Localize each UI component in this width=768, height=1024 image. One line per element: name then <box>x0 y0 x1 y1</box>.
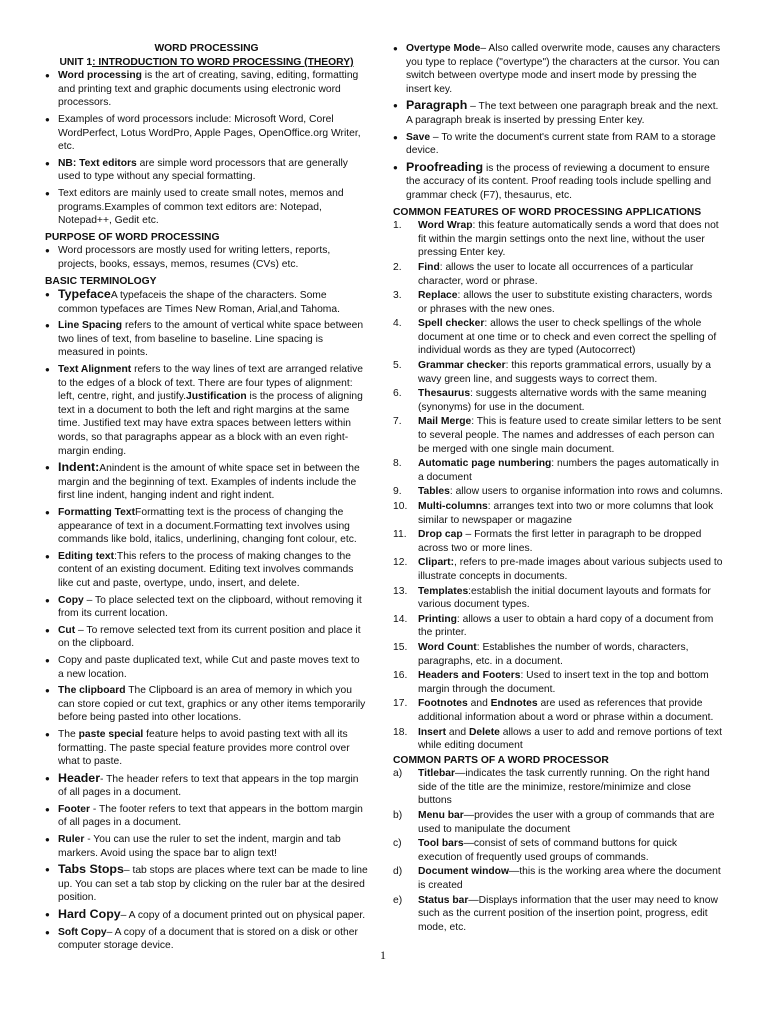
unit-heading <box>45 56 368 70</box>
list-item <box>393 219 723 260</box>
definition: is the art of creating, saving, editing, formatting and printing text and graphic documents using electronic word processors. <box>58 70 359 109</box>
definition: The Clipboard is an area of memory in which you can store copied or cut text, graphics or any other items temporarily before being pasted into other locations. <box>58 685 366 724</box>
definition: : arranges text into two or more columns that look similar to newspaper or magazine <box>418 501 714 526</box>
term: Hard Copy <box>58 907 121 922</box>
term: Thesaurus <box>418 388 471 400</box>
definition: : allow users to organise information into rows and columns. <box>449 486 723 498</box>
item-marker: 8. <box>393 458 402 470</box>
list-item <box>393 457 723 484</box>
list-item <box>393 289 723 316</box>
list-item <box>393 261 723 288</box>
unit-prefix: UNIT 1 <box>59 56 93 68</box>
definition: A typefaceis the shape of the characters. Some common typefaces are Times New Roman, Arial,and Tahoma. <box>58 290 340 315</box>
terminology-continued-list <box>393 42 723 203</box>
item-marker: a) <box>393 768 403 780</box>
term: Document window <box>418 866 509 878</box>
right-column <box>393 42 723 935</box>
list-item <box>393 528 723 555</box>
list-item <box>393 837 723 864</box>
definition: are used as references that provide additional information about a word or phrase within a document. <box>418 698 714 723</box>
list-item <box>45 113 368 154</box>
term: Replace <box>418 290 458 302</box>
parts-heading: COMMON PARTS OF A WORD PROCESSOR <box>393 754 609 766</box>
term: Insert <box>418 726 447 738</box>
list-item <box>45 926 368 953</box>
left-column <box>45 42 368 956</box>
list-item <box>393 99 723 127</box>
parts-list <box>393 767 723 934</box>
unit-title: : INTRODUCTION TO WORD PROCESSING (THEORY) <box>92 56 354 68</box>
definition: – To remove selected text from its current position and place it on the clipboard. <box>58 624 361 650</box>
definition: , refers to pre-made images about various subjects used to illustrate concepts in documents. <box>418 557 723 582</box>
connector: and <box>467 698 491 710</box>
term: Drop cap <box>418 529 463 541</box>
term: Footer <box>58 803 91 815</box>
term: Cut <box>58 624 76 636</box>
term: Indent: <box>58 460 100 475</box>
definition: refers to the way lines of text are arranged relative to the edges of a block of text. There are four types of alignment: left, centre, right, and justify. <box>58 364 364 403</box>
item-marker: 15. <box>393 641 408 653</box>
item-marker: 18. <box>393 726 408 738</box>
term: Header <box>58 770 101 785</box>
list-item <box>393 317 723 358</box>
term: Word processing <box>58 70 142 82</box>
definition: : allows a user to obtain a hard copy of a document from the printer. <box>418 613 714 639</box>
list-item <box>45 69 368 110</box>
definition: - The header refers to text that appears in the top margin of all pages in a document. <box>58 773 359 799</box>
term: Spell checker <box>418 318 485 330</box>
term: Status bar <box>418 894 469 906</box>
definition: : this feature automatically sends a word that does not fit within the margin settings onto the next line, without the user pressing Enter key. <box>418 220 719 259</box>
term: Typeface <box>58 287 111 302</box>
list-item <box>393 500 723 527</box>
list-item <box>45 187 368 228</box>
list-item <box>393 669 723 696</box>
term: Justification <box>186 391 247 403</box>
term: Text Alignment <box>58 364 132 376</box>
item-marker: 5. <box>393 360 402 372</box>
term: Menu bar <box>418 810 464 822</box>
definition: are simple word processors that are generally used to type without any special formatting. <box>58 157 348 183</box>
term: Footnotes <box>418 698 468 710</box>
item-marker: b) <box>393 810 403 822</box>
term: Grammar checker <box>418 360 506 372</box>
definition: - The footer refers to text that appears in the bottom margin of all pages in a document. <box>58 803 363 829</box>
item-marker: 7. <box>393 416 402 428</box>
list-item <box>45 244 368 271</box>
list-item <box>45 728 368 769</box>
list-item <box>45 833 368 860</box>
item-marker: 10. <box>393 501 408 512</box>
term: Tool bars <box>418 838 464 850</box>
item-marker: 6. <box>393 388 402 400</box>
definition: : allows the user to check spellings of the whole document at one time or to check and even correct the spelling of individual words as they are typed (Autocorrect) <box>418 318 717 357</box>
definition: :This refers to the process of making changes to the content of an existing document. Editing text involves commands like cut and paste, overtype, undo, insert, and delete. <box>58 550 354 589</box>
features-list <box>393 219 723 753</box>
terminology-list <box>45 288 368 953</box>
list-item <box>45 654 368 681</box>
definition: : allows the user to locate all occurrences of a particular character, word or phrase. <box>418 261 694 287</box>
item-marker: c) <box>393 838 402 850</box>
features-heading: COMMON FEATURES OF WORD PROCESSING APPLICATIONS <box>393 206 702 218</box>
list-item <box>393 131 723 158</box>
term: Soft Copy <box>58 926 107 938</box>
list-item <box>393 613 723 640</box>
definition: – tab stops are places where text can be made to line up. You can set a tab stop by clicking on the ruler bar at the desired position. <box>58 865 368 904</box>
term: Tabs Stops <box>58 862 124 877</box>
term: Multi-columns <box>418 501 488 512</box>
intro-list <box>45 69 368 228</box>
definition: – To write the document's current state from RAM to a storage device. <box>406 131 716 157</box>
list-item <box>45 772 368 800</box>
term: NB: Text editors <box>58 157 137 169</box>
term: Line Spacing <box>58 320 123 332</box>
list-item <box>393 641 723 668</box>
page-number: 1 <box>380 948 386 962</box>
purpose-heading: PURPOSE OF WORD PROCESSING <box>45 231 220 243</box>
list-item <box>393 42 723 96</box>
term: Formatting Text <box>58 507 136 518</box>
item-marker: 14. <box>393 613 408 625</box>
definition: – Also called overwrite mode, causes any characters you type to replace ("overtype") the characters at the cursor. You can switch between overtype mode and insert mode by pressing the insert key. <box>406 43 721 95</box>
definition: —provides the user with a group of commands that are used to manipulate the document <box>418 810 715 835</box>
definition: Text editors are mainly used to create small notes, memos and programs.Examples of common text editors are: Notepad, Notepad++, Gedit etc. <box>58 187 344 227</box>
term: Delete <box>468 726 500 738</box>
item-marker: 13. <box>393 585 408 597</box>
connector: and <box>446 726 469 738</box>
list-item <box>393 726 723 753</box>
definition: – Formats the first letter in paragraph to be dropped across two or more lines. <box>418 529 702 554</box>
list-item <box>45 550 368 591</box>
definition: : Establishes the number of words, characters, paragraphs, etc. in a document. <box>418 641 689 667</box>
term: Templates <box>418 585 469 597</box>
list-item <box>393 894 723 935</box>
list-item <box>45 908 368 923</box>
term: Printing <box>418 613 457 625</box>
term: Editing text <box>58 550 115 562</box>
definition: Formatting text is the process of changing the appearance of text in a document.Formatting text involves using commands like bold, italics, underlining, changing font colour, etc. <box>58 507 357 546</box>
list-item <box>393 865 723 892</box>
list-item <box>393 809 723 836</box>
list-item <box>393 767 723 808</box>
list-item <box>45 288 368 316</box>
definition: : Used to insert text in the top and bottom margin through the document. <box>418 670 709 695</box>
item-marker: d) <box>393 866 403 878</box>
term: Mail Merge <box>418 416 472 428</box>
term: Ruler <box>58 834 85 846</box>
definition: refers to the amount of vertical white space between two lines of text, from baseline to baseline. Line spacing is measured in points. <box>58 320 364 359</box>
term: Clipart: <box>418 557 455 569</box>
purpose-list <box>45 244 368 271</box>
definition: is the process of aligning text in a document to both the left and right margins at the same time. Justified text may have extra spaces between letters within words, so that paragraphs appear as a block with an even right-margin ending. <box>58 391 363 457</box>
definition: : numbers the pages automatically in a document <box>418 458 719 483</box>
term: Overtype Mode <box>406 43 481 54</box>
list-item <box>45 363 368 458</box>
definition: : allows the user to substitute existing characters, words or phrases with the new ones. <box>418 290 713 315</box>
definition: Anindent is the amount of white space set in between the margin and the beginning of text. Examples of indents include the first line indent, hanging indent and right indent. <box>58 463 360 502</box>
definition: —Displays information that the user may need to know such as the current position of the insertion point, progress, edit mode, etc. <box>418 894 718 933</box>
list-item <box>393 415 723 456</box>
definition: – The text between one paragraph break and the next. A paragraph break is inserted by pressing Enter key. <box>406 101 719 126</box>
list-item <box>45 803 368 830</box>
list-item <box>45 594 368 621</box>
list-item <box>45 506 368 547</box>
definition: Examples of word processors include: Microsoft Word, Corel WordPerfect, Lotus WordPro, Apple Pages, OpenOffice.org Writer, etc. <box>58 113 361 153</box>
definition: —consist of sets of command buttons for quick execution of frequently used groups of commands. <box>418 838 678 863</box>
definition: Word processors are mostly used for writing letters, reports, projects, books, essays, memos, resumes (CVs) etc. <box>58 245 331 270</box>
item-marker: 3. <box>393 290 402 302</box>
definition: allows a user to add and remove portions of text while editing document <box>418 726 722 752</box>
terminology-heading: BASIC TERMINOLOGY <box>45 275 157 287</box>
item-marker: e) <box>393 894 403 906</box>
list-item <box>393 697 723 724</box>
item-marker: 4. <box>393 318 402 330</box>
term: Word Count <box>418 641 477 653</box>
term: Proofreading <box>406 159 484 174</box>
definition: —indicates the task currently running. On the right hand side of the title are the minimize, restore/minimize and close buttons <box>418 768 710 807</box>
term: Copy <box>58 594 84 606</box>
item-marker: 9. <box>393 486 402 498</box>
definition: : This is feature used to create similar letters to be sent to several people. The names and addresses of each person can be merged with one single main document. <box>418 416 722 455</box>
term: Save <box>406 131 431 143</box>
item-marker: 11. <box>393 529 407 541</box>
term: Paragraph <box>406 98 468 113</box>
term: Headers and Footers <box>418 670 521 682</box>
definition: :establish the initial document layouts and formats for various document types. <box>418 585 711 611</box>
definition: is the process of reviewing a document to ensure the accuracy of its content. Proof reading tools include spelling and grammar check (F7), thesaurus, etc. <box>406 162 712 201</box>
list-item <box>393 387 723 414</box>
item-marker: 12. <box>393 557 408 569</box>
definition: – To place selected text on the clipboard, without removing it from its current location. <box>58 594 362 620</box>
list-item <box>45 461 368 503</box>
term: Tables <box>418 486 450 498</box>
item-marker: 16. <box>393 670 408 682</box>
definition: Copy and paste duplicated text, while Cut and paste moves text to a new location. <box>58 654 360 680</box>
list-item <box>393 485 723 499</box>
list-item <box>393 359 723 386</box>
definition: – A copy of a document printed out on physical paper. <box>120 910 366 922</box>
definition: feature helps to avoid pasting text with all its formatting. The paste special feature provides more control over what to paste. <box>58 728 350 768</box>
item-marker: 1. <box>393 220 402 232</box>
definition: – A copy of a document that is stored on a disk or other computer storage device. <box>58 926 358 952</box>
definition: : suggests alternative words with the same meaning (synonyms) for use in the document. <box>418 388 707 413</box>
term: Titlebar <box>418 768 456 780</box>
list-item <box>45 319 368 360</box>
term: Automatic page numbering <box>418 458 552 470</box>
list-item <box>45 157 368 184</box>
item-prefix: The <box>58 728 79 740</box>
definition: —this is the working area where the document is created <box>418 866 721 892</box>
item-marker: 17. <box>393 698 408 710</box>
document-title: WORD PROCESSING <box>154 43 259 54</box>
term: paste special <box>78 728 144 740</box>
definition: - You can use the ruler to set the indent, margin and tab markers. Avoid using the space bar to align text! <box>58 834 341 859</box>
list-item <box>393 585 723 612</box>
list-item <box>45 684 368 725</box>
list-item <box>45 624 368 651</box>
definition: : this reports grammatical errors, usually by a wavy green line, and suggests ways to correct them. <box>418 360 712 385</box>
list-item <box>45 863 368 905</box>
term: Word Wrap <box>418 220 473 232</box>
term: Find <box>418 261 440 273</box>
item-marker: 2. <box>393 261 402 273</box>
list-item <box>393 161 723 203</box>
list-item <box>393 556 723 583</box>
term: Endnotes <box>490 698 538 710</box>
term: The clipboard <box>58 685 126 697</box>
